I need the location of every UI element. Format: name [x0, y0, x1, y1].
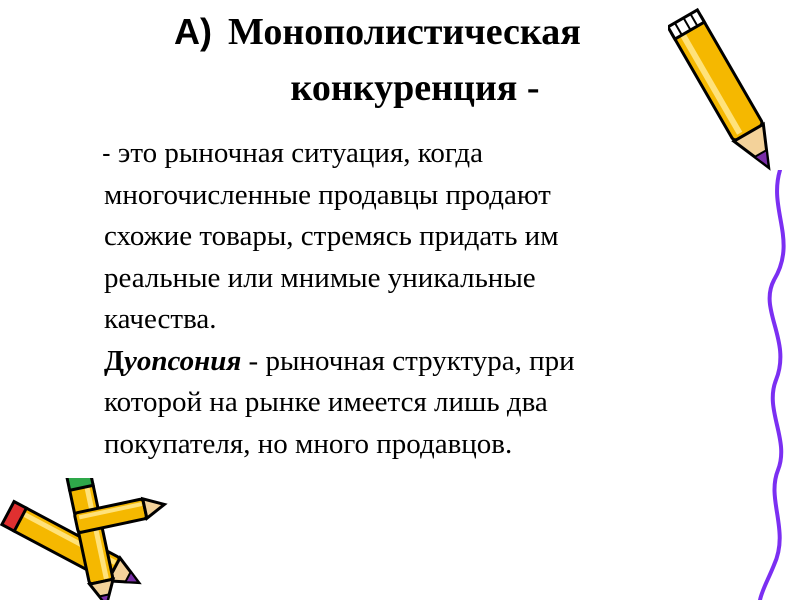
body-text — [104, 133, 724, 465]
body-line-1 — [104, 133, 724, 175]
squiggle-line — [740, 170, 800, 600]
slide-title-line1 — [174, 8, 694, 56]
crossed-pencils-icon — [0, 478, 170, 600]
definition-line-2: которой на рынке имеется лишь два — [104, 386, 548, 418]
term-rest: уопсония — [123, 344, 242, 377]
definition-line-3: покупателя, но много продавцов. — [104, 427, 513, 460]
body-line-5: качества. — [104, 303, 217, 335]
definition-text-1: - рыночная структура, при — [241, 344, 575, 377]
body-line-4: реальные или мнимые уникальные — [104, 261, 536, 294]
title-prefix: A) — [174, 11, 212, 52]
term-duopsony — [104, 345, 241, 377]
body-line-3: схожие товары, стремясь придать им — [104, 220, 559, 252]
body-line-1-text: это рыночная ситуация, когда — [110, 137, 483, 169]
body-line-2: многочисленные продавцы продают — [104, 178, 551, 211]
pencil-icon — [668, 0, 788, 190]
term-first-letter: Д — [104, 344, 124, 377]
definition-line-1 — [104, 341, 724, 383]
leading-dash: - — [102, 138, 111, 168]
title-text-line1: Монополистическая — [228, 11, 581, 53]
slide-title-line2: конкуренция - — [290, 67, 540, 109]
